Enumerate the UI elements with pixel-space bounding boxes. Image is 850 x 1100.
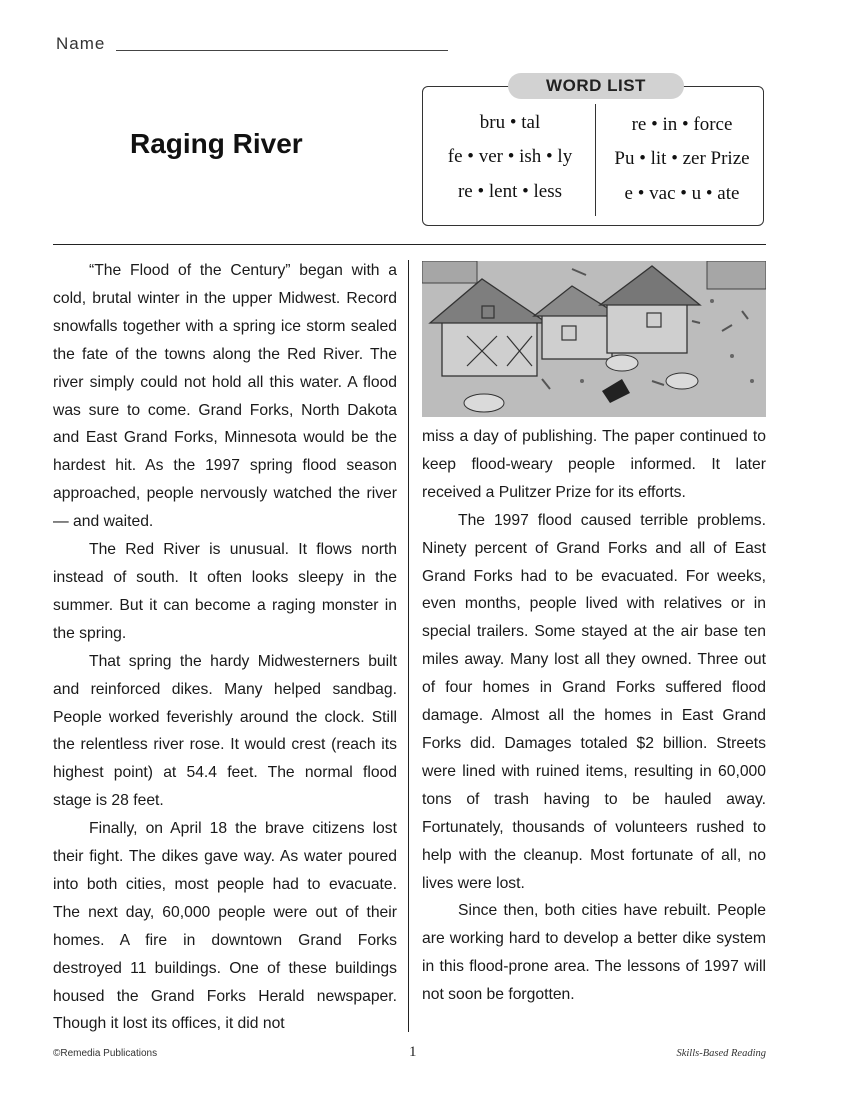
series-title: Skills-Based Reading (676, 1048, 766, 1059)
flood-illustration (422, 261, 766, 417)
word-list-divider (595, 104, 596, 216)
word-list-item: e • vac • u • ate (624, 183, 740, 204)
word-list-item: bru • tal (479, 112, 541, 133)
word-list-item: re • lent • less (457, 181, 563, 202)
header-rule (53, 244, 766, 245)
word-list-item: Pu • lit • zer Prize (614, 148, 750, 169)
word-list-item: fe • ver • ish • ly (447, 146, 573, 167)
article-paragraph: The Red River is unusual. It flows north instead of south. It often looks sleepy in the summer. But it can become a raging monster in the spring. (53, 541, 397, 642)
article-paragraph: miss a day of publishing. The paper continued to keep flood-weary people informed. It later received a Pulitzer Prize for its efforts. (422, 428, 766, 501)
word-list-item: re • in • force (631, 114, 733, 135)
article-paragraph: Finally, on April 18 the brave citizens lost their fight. The dikes gave way. As water poured into both cities, most people had to evacuate. The next day, 60,000 people were out of their homes. A fire in downtown Grand Forks destroyed 11 buildings. One of these buildings housed the Grand Forks Herald newspaper. Though it lost its offices, it did not (53, 820, 397, 1033)
article-paragraph: Since then, both cities have rebuilt. People are working hard to develop a better dike system in this flood-prone area. The lessons of 1997 will not soon be forgotten. (422, 902, 766, 1004)
article-right-column (422, 423, 766, 1009)
flooded-houses-image (422, 261, 766, 417)
name-underline (116, 50, 448, 51)
article-paragraph: “The Flood of the Century” began with a cold, brutal winter in the upper Midwest. Record snowfalls together with a spring ice storm sealed the fate of the towns along the Red River. The river simply could not hold all this water. A flood was sure to come. Grand Forks, North Dakota and East Grand Forks, Minnesota would be the hardest hit. As the 1997 spring flood season approached, people nervously watched the river — and waited. (53, 262, 397, 531)
name-label: Name (56, 34, 106, 53)
article-paragraph: That spring the hardy Midwesterners built and reinforced dikes. Many helped sandbag. People worked feverishly around the clock. Still the relentless river rose. It would crest (reach its highest point) at 54.4 feet. The normal flood stage is 28 feet. (53, 652, 397, 810)
word-list-title: WORD LIST (508, 73, 684, 99)
publisher-credit: ©Remedia Publications (53, 1048, 158, 1059)
article-paragraph: The 1997 flood caused terrible problems. Ninety percent of Grand Forks and all of East Grand Forks had to be evacuated. For weeks, even months, people lived with relatives or in special trailers. Some stayed at the air base ten miles away. Many lost all they owned. Three out of four homes in Grand Forks suffered flood damage. Almost all the homes in East Grand Forks did. Damages totaled $2 billion. Streets were lined with ruined items, resulting in 60,000 tons of trash having to be hauled away. Fortunately, thousands of volunteers rushed to help with the cleanup. Most fortunate of all, no lives were lost. (422, 511, 766, 892)
column-divider (408, 260, 409, 1032)
page-number: 1 (409, 1044, 417, 1060)
name-field (56, 34, 105, 54)
page-title: Raging River (130, 128, 303, 159)
article-left-column (53, 257, 397, 1038)
